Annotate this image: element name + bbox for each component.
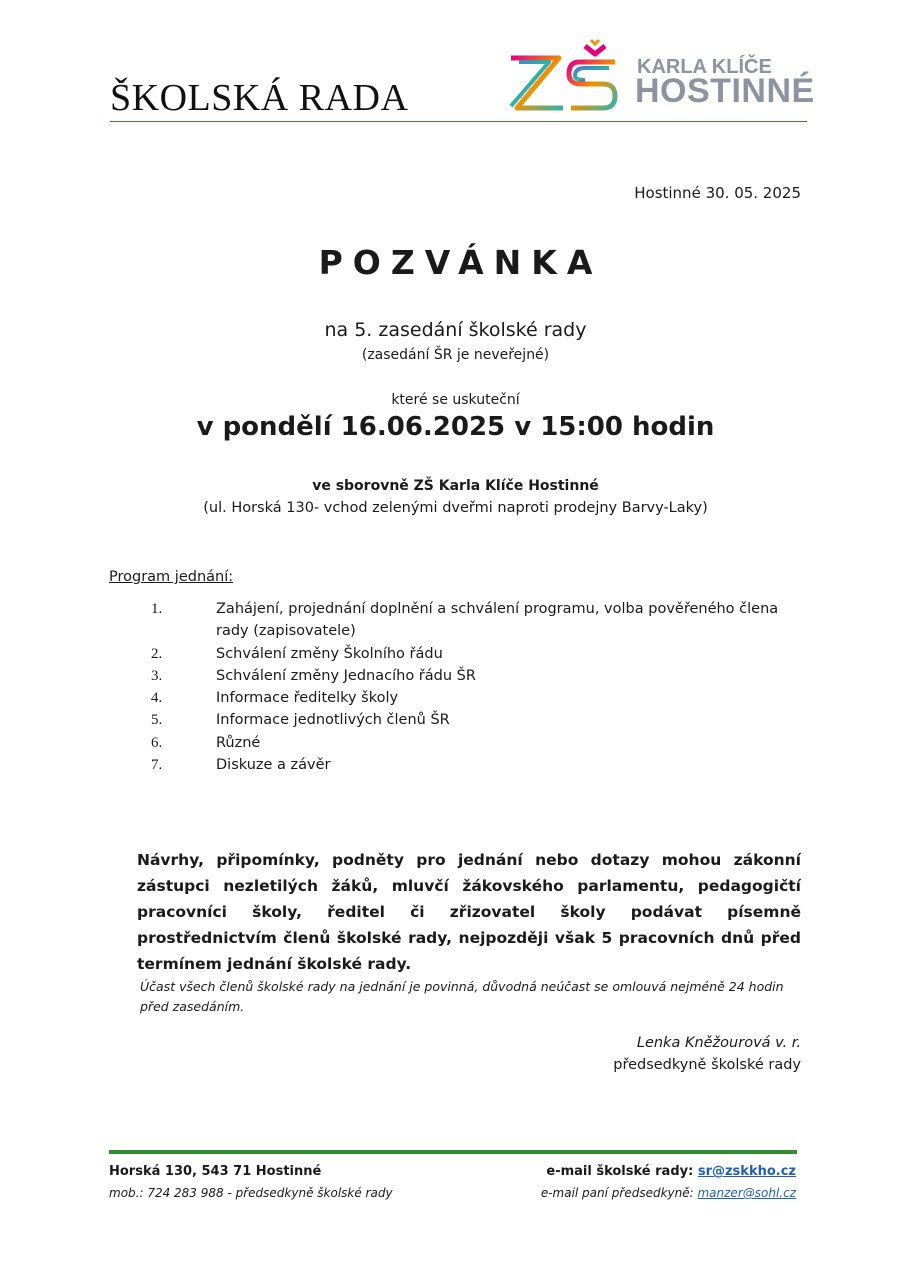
program-item-number: 1. [151, 601, 163, 617]
program-item-text: Schválení změny Jednacího řádu ŠR [216, 667, 476, 684]
header-title: ŠKOLSKÁ RADA [110, 77, 409, 119]
footer-address: Horská 130, 543 71 Hostinné [109, 1164, 322, 1179]
program-list [109, 598, 809, 776]
council-email-link[interactable]: sr@zskkho.cz [697, 1164, 796, 1179]
footer-divider [109, 1150, 797, 1154]
meeting-title: na 5. zasedání školské rady [324, 319, 587, 341]
chair-email-link[interactable]: manzer@sohl.cz [697, 1186, 796, 1200]
program-item [109, 754, 809, 776]
program-item [109, 643, 809, 665]
program-item [109, 665, 809, 687]
invitation-heading: POZVÁNKA [318, 243, 603, 282]
footer-council-email [546, 1164, 796, 1179]
footer-council-email-label: e-mail školské rady: [546, 1164, 698, 1179]
footer-chair-email [541, 1186, 796, 1200]
meeting-location-detail: (ul. Horská 130- vchod zelenými dveřmi naproti prodejny Barvy-Laky) [203, 500, 708, 516]
program-item-text: Schválení změny Školního řádu [216, 645, 443, 662]
nonpublic-note: (zasedání ŠR je neveřejné) [361, 347, 550, 363]
program-item [109, 598, 809, 643]
program-item-number: 2. [151, 645, 163, 662]
document-date: Hostinné 30. 05. 2025 [634, 184, 801, 202]
meeting-datetime: v pondělí 16.06.2025 v 15:00 hodin [196, 412, 715, 442]
meeting-location: ve sborovně ZŠ Karla Klíče Hostinné [312, 478, 599, 494]
program-item-text: Různé [216, 734, 261, 751]
zs-logo-mark-icon [505, 34, 635, 124]
program-item-text: Informace jednotlivých členů ŠR [216, 712, 450, 729]
takes-place-text: které se uskuteční [391, 392, 520, 408]
signer-role: předsedkyně školské rady [613, 1057, 801, 1073]
header-divider [110, 121, 807, 122]
program-item-text: Diskuze a závěr [216, 757, 331, 774]
signature-block [613, 1032, 801, 1076]
logo-town-name: HOSTINNÉ [635, 72, 815, 110]
program-item [109, 687, 809, 709]
program-item-number: 5. [151, 712, 163, 729]
logo-school-name: KARLA KLÍČE [637, 56, 772, 78]
program-item [109, 709, 809, 731]
signer-name: Lenka Kněžourová v. r. [636, 1035, 801, 1051]
footer-mobile: mob.: 724 283 988 - předsedkyně školské rady [109, 1186, 393, 1200]
program-item-text: Zahájení, projednání doplnění a schválení programu, volba pověřeného člena rady (zapisovatele) [216, 601, 779, 640]
proposal-paragraph: Návrhy, připomínky, podněty pro jednání nebo dotazy mohou zákonní zástupci nezletilých žáků, mluvčí žákovského parlamentu, pedagogičtí pracovníci školy, ředitel či zřizovatel školy podávat písemně prostřednictvím členů školské rady, nejpozději však 5 pracovních dnů před termínem jednání školské rady. [137, 851, 801, 973]
program-item-number: 3. [151, 667, 163, 684]
program-item-number: 7. [151, 757, 163, 774]
program-label: Program jednání: [109, 569, 234, 585]
footer-chair-email-label: e-mail paní předsedkyně: [540, 1186, 698, 1200]
program-item [109, 732, 809, 754]
program-item-text: Informace ředitelky školy [216, 690, 399, 707]
attendance-note: Účast všech členů školské rady na jednání je povinná, důvodná neúčast se omlouvá nejméně 24 hodin před zasedáním. [140, 979, 784, 1014]
program-item-number: 6. [151, 734, 163, 751]
program-item-number: 4. [151, 690, 163, 707]
